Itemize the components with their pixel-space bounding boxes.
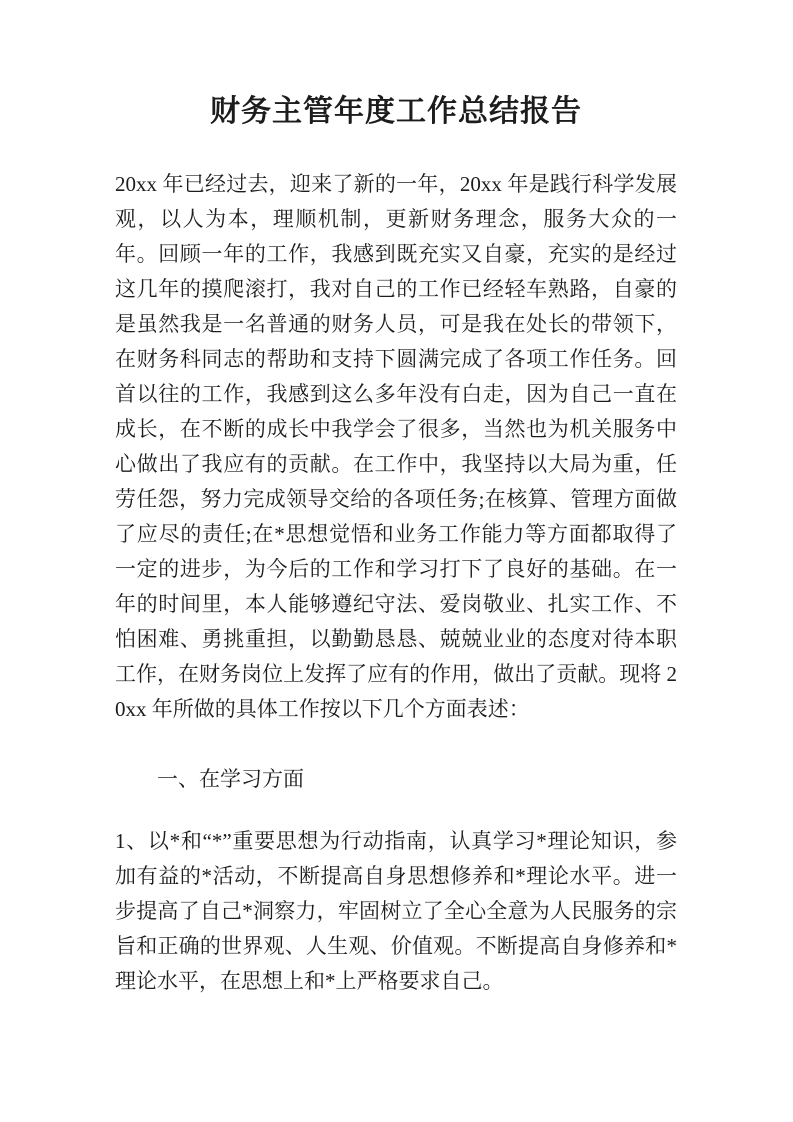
document-title: 财务主管年度工作总结报告 (210, 95, 582, 128)
body-paragraph-2: 1、以*和“*”重要思想为行动指南，认真学习*理论知识，参加有益的*活动，不断提高自身思想修养和*理论水平。进一步提高了自己*洞察力，牢固树立了全心全意为人民服务的宗旨和正确的世界观、人生观、价值观。不断提高自身修养和*理论水平，在思想上和*上严格要求自己。 (115, 829, 677, 993)
body-paragraph-1: 20xx 年已经过去，迎来了新的一年，20xx 年是践行科学发展观，以人为本，理顺机制，更新财务理念，服务大众的一年。回顾一年的工作，我感到既充实又自豪，充实的是经过这几年的摸爬滚打，我对自己的工作已经轻车熟路，自豪的是虽然我是一名普通的财务人员，可是我在处长的带领下，在财务科同志的帮助和支持下圆满完成了各项工作任务。回首以往的工作，我感到这么多年没有白走，因为自己一直在成长，在不断的成长中我学会了很多，当然也为机关服务中心做出了我应有的贡献。在工作中，我坚持以大局为重，任劳任怨，努力完成领导交给的各项任务;在核算、管理方面做了应尽的责任;在*思想觉悟和业务工作能力等方面都取得了一定的进步，为今后的工作和学习打下了良好的基础。在一年的时间里，本人能够遵纪守法、爱岗敬业、扎实工作、不怕困难、勇挑重担，以勤勤恳恳、兢兢业业的态度对待本职工作，在财务岗位上发挥了应有的作用，做出了贡献。现将 20xx 年所做的具体工作按以下几个方面表述： (115, 172, 677, 721)
section-heading-study: 一、在学习方面 (157, 767, 304, 791)
